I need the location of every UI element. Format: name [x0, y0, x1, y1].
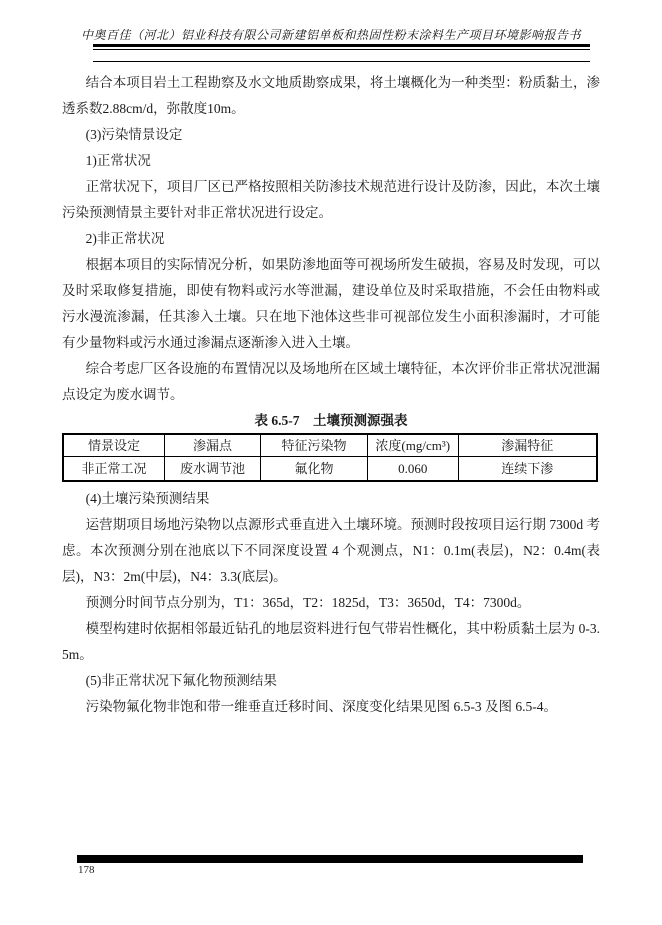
heading-normal-condition: 1)正常状况: [85, 153, 151, 168]
col-pollutant: 特征污染物: [261, 434, 368, 457]
cell-leak-character: 连续下渗: [458, 457, 597, 481]
paragraph-fluoride-migration: 污染物氟化物非饱和带一维垂直迁移时间、深度变化结果见图 6.5-3 及图 6.5-4。: [85, 698, 557, 714]
paragraph-leak-point-setting: 综合考虑厂区各设施的布置情况以及场地所在区域土壤特征，本次评价非正常状况泄漏点设定为废水调节。: [62, 361, 600, 402]
footer-bar: [77, 855, 583, 863]
cell-scenario: 非正常工况: [63, 457, 164, 481]
paragraph-model-construction: 模型构建时依据相邻最近钻孔的地层资料进行包气带岩性概化，其中粉质黏土层为 0-3.5m。: [62, 620, 600, 662]
header-double-rule: [93, 44, 590, 50]
col-concentration: 浓度(mg/cm³): [367, 434, 458, 457]
document-body: [62, 70, 600, 720]
col-scenario: 情景设定: [63, 434, 164, 457]
cell-concentration: 0.060: [367, 457, 458, 481]
table-header-row: [63, 434, 597, 457]
soil-prediction-source-table: [62, 433, 598, 482]
col-leak-character: 渗漏特征: [458, 434, 597, 457]
heading-abnormal-condition: 2)非正常状况: [85, 231, 165, 246]
paragraph-abnormal-analysis: 根据本项目的实际情况分析，如果防渗地面等可视场所发生破损，容易及时发现，可以及时采取修复措施，即使有物料或污水等泄漏，建设单位及时采取措施，不会任由物料或污水漫流渗漏，任其渗入土壤。只在地下池体这些非可视部位发生小面积渗漏时，才可能有少量物料或污水通过渗漏点逐渐渗入进入土壤。: [62, 257, 600, 350]
paragraph-time-nodes: 预测分时间节点分别为，T1：365d，T2：1825d，T3：3650d，T4：7300d。: [85, 594, 531, 610]
paragraph-normal-condition: 正常状况下，项目厂区已严格按照相关防渗技术规范进行设计及防渗，因此，本次土壤污染预测情景主要针对非正常状况进行设定。: [62, 179, 600, 220]
cell-leak-point: 废水调节池: [164, 457, 260, 481]
header-thin-rule: [93, 61, 590, 62]
cell-pollutant: 氟化物: [261, 457, 368, 481]
col-leak-point: 渗漏点: [164, 434, 260, 457]
paragraph-observation-points: 运营期项目场地污染物以点源形式垂直进入土壤环境。预测时段按项目运行期 7300d 考虑。本次预测分别在池底以下不同深度设置 4 个观测点，N1：0.1m(表层)，N2：0.4m(表层)，N3：2m(中层)，N4：3.3(底层)。: [62, 516, 600, 584]
table-row: [63, 457, 597, 481]
page-number: 178: [78, 864, 95, 876]
paragraph-soil-generalization: 结合本项目岩土工程勘察及水文地质勘察成果，将土壤概化为一种类型：粉质黏土，渗透系数2.88cm/d，弥散度10m。: [62, 75, 600, 116]
header-title: 中奥百佳（河北）铝业科技有限公司新建铝单板和热固性粉末涂料生产项目环境影响报告书: [80, 28, 581, 42]
heading-fluoride-result: (5)非正常状况下氟化物预测结果: [85, 672, 277, 688]
heading-pollution-scenario: (3)污染情景设定: [85, 127, 183, 142]
heading-prediction-result: (4)土壤污染预测结果: [85, 490, 210, 506]
table-caption: 表 6.5-7 土壤预测源强表: [254, 413, 408, 428]
